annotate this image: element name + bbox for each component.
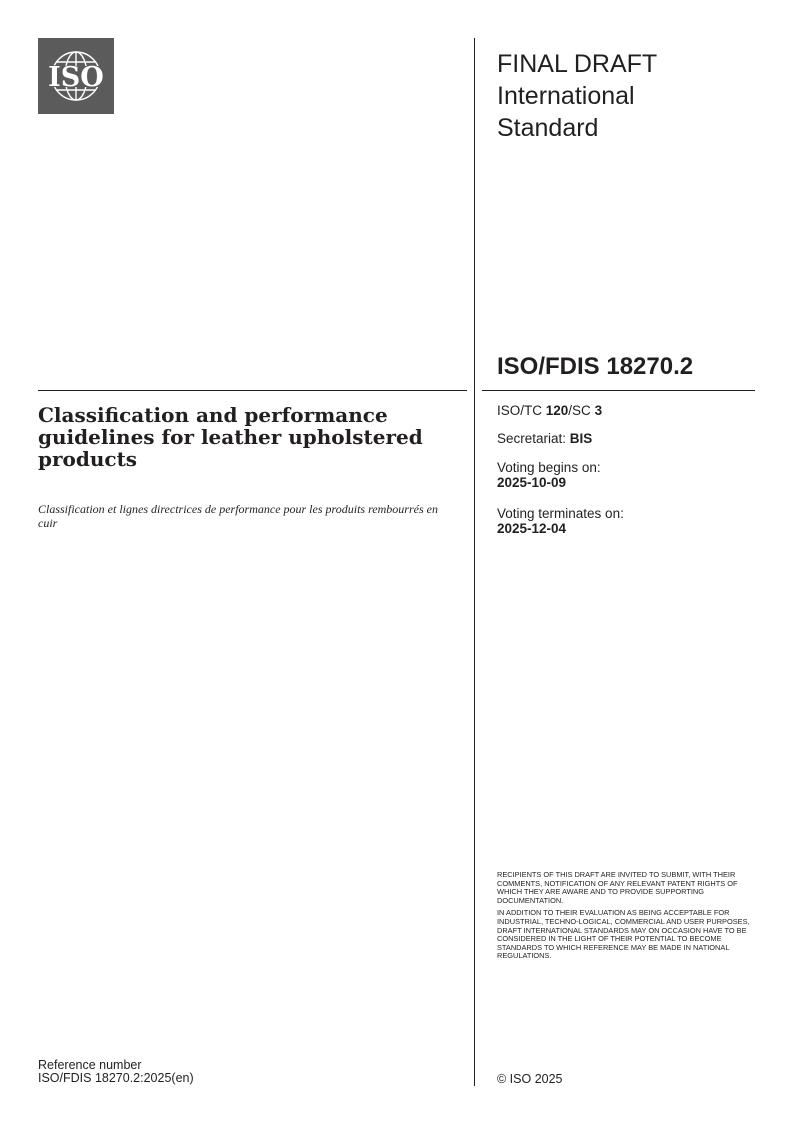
doc-type-line: Standard (497, 114, 599, 142)
committee-tc: 120 (545, 403, 569, 418)
secretariat (497, 431, 747, 446)
committee-prefix: ISO/TC (497, 403, 546, 418)
reference-number: ISO/FDIS 18270.2:2025(en) (38, 1071, 194, 1085)
globe-icon (38, 38, 114, 114)
title-english: Classification and performance guidelines for leather upholstered products (38, 403, 423, 471)
document-type (497, 48, 747, 144)
iso-logo (38, 38, 114, 114)
secretariat-value: BIS (569, 431, 593, 446)
voting-begins-date: 2025-10-09 (497, 475, 567, 490)
horizontal-divider-left (38, 390, 467, 391)
doc-type-line: FINAL DRAFT (497, 50, 658, 78)
voting-terminates-date: 2025-12-04 (497, 521, 567, 536)
voting-terminates (497, 506, 747, 536)
voting-terminates-label: Voting terminates on: (497, 506, 624, 521)
logo-text: ISO (48, 62, 104, 93)
document-number: ISO/FDIS 18270.2 (497, 353, 694, 380)
title-french: Classification et lignes directrices de performance pour les produits rembourrés en cuir (38, 502, 438, 530)
reference-label: Reference number (38, 1058, 142, 1072)
notice-paragraph: RECIPIENTS OF THIS DRAFT ARE INVITED TO SUBMIT, WITH THEIR COMMENTS, NOTIFICATION OF ANY RELEVANT PATENT RIGHTS OF WHICH THEY ARE AWARE AND TO PROVIDE SUPPORTING DOCUMENTATION. (497, 870, 738, 905)
draft-notice (497, 871, 753, 965)
vertical-divider (474, 38, 475, 1086)
notice-paragraph: IN ADDITION TO THEIR EVALUATION AS BEING ACCEPTABLE FOR INDUSTRIAL, TECHNO-LOGICAL, COMMERCIAL AND USER PURPOSES, DRAFT INTERNATIONAL STANDARDS MAY ON OCCASION HAVE TO BE CONSIDERED IN THE LIGHT OF THEIR POTENTIAL TO BECOME STANDARDS TO WHICH REFERENCE MAY BE MADE IN NATIONAL REGULATIONS. (497, 908, 750, 961)
committee-sc: 3 (594, 403, 603, 418)
committee-sep: /SC (568, 403, 595, 418)
copyright: © ISO 2025 (497, 1072, 563, 1086)
committee (497, 403, 747, 418)
voting-begins-label: Voting begins on: (497, 460, 601, 475)
horizontal-divider-right (482, 390, 755, 391)
doc-type-line: International (497, 82, 635, 110)
secretariat-label: Secretariat: (497, 431, 570, 446)
voting-begins (497, 460, 747, 490)
